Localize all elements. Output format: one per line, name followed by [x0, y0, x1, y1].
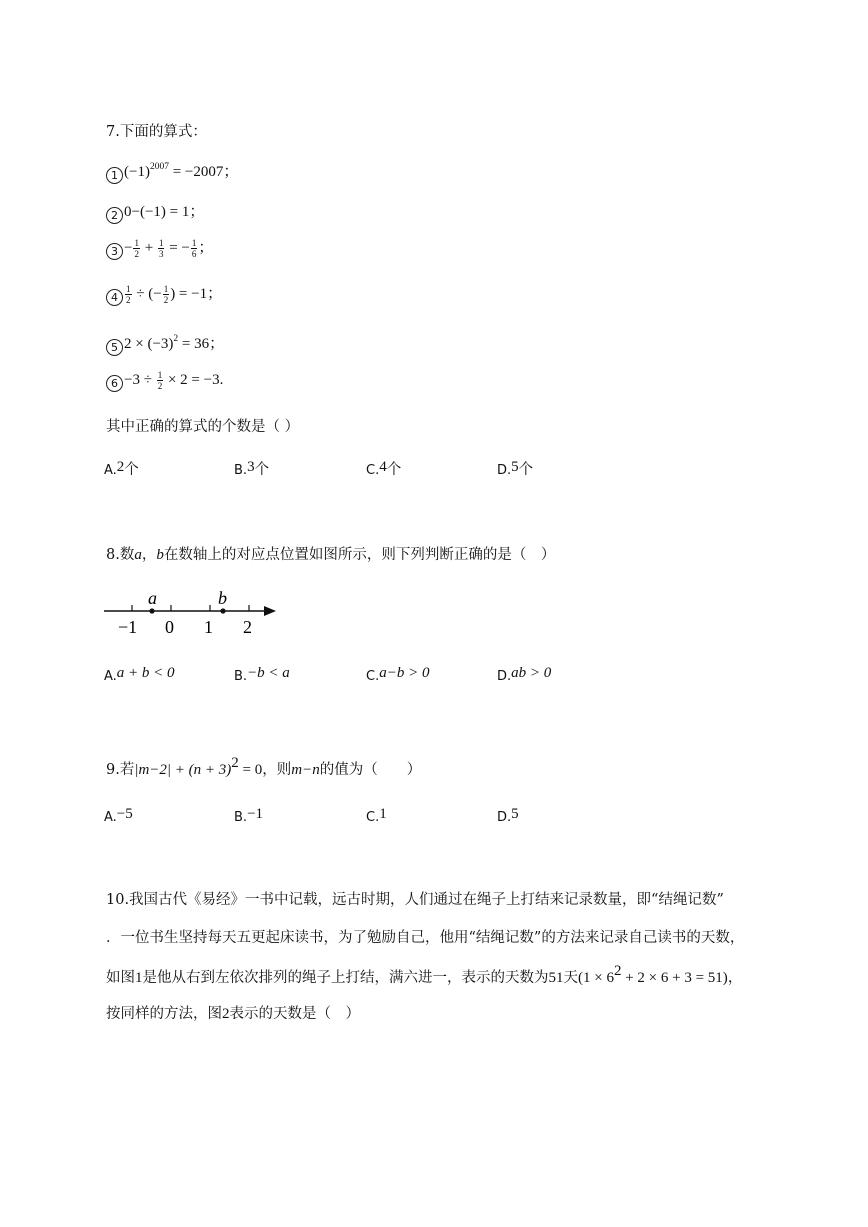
fraction: $\frac{1}{2}$ — [134, 238, 139, 260]
q9-option-c: C.1 — [366, 806, 387, 825]
q9-option-b: B.−1 — [234, 806, 264, 825]
q7-item-3: 3 − $\frac{1}{2}$ + $\frac{1}{3}$ = − $\frac{1}{6}$ ； — [106, 236, 213, 260]
q8-stem: 8.数a，b在数轴上的对应点位置如图所示，则下列判断正确的是（ ） — [106, 547, 556, 563]
tick-label: 2 — [243, 617, 252, 637]
q9-stem: 9.若$|m-2| + (n + 3)^2 = 0$，则m−n的值为（ ） — [106, 755, 422, 778]
q7-item-1: 1 $(-1)^{2007} = -2007$； — [106, 160, 238, 184]
q7-item-6: 6 −3 ÷ $\frac{1}{2}$ × 2 = −3. — [106, 370, 223, 392]
circled-number-1: 1 — [106, 167, 123, 184]
q7-option-a: A.2个 — [104, 459, 139, 478]
q9-option-d: D.5 — [497, 806, 519, 825]
q8-option-b: B.−b < a — [234, 665, 290, 684]
fraction: $\frac{1}{6}$ — [191, 238, 197, 260]
q7-question: 其中正确的算式的个数是（ ） — [106, 419, 300, 435]
fraction: $\frac{1}{2}$ — [126, 284, 131, 306]
tick-label: 0 — [165, 617, 174, 637]
q10-line-3: 如图1是他从右到左依次排列的绳子上打结，满六进一，表示的天数为51天$(1 \times 6^2 + 2 \times 6 + 3 = 51)$， — [106, 963, 743, 986]
tick-label: 1 — [204, 617, 213, 637]
circled-number-6: 6 — [106, 375, 123, 392]
fraction: $\frac{1}{2}$ — [163, 284, 169, 306]
circled-number-4: 4 — [106, 289, 123, 306]
circled-number-2: 2 — [106, 207, 123, 224]
q8-option-a: A.a + b < 0 — [104, 665, 175, 684]
q10-line-4: 按同样的方法，图2表示的天数是（ ） — [106, 1006, 360, 1022]
q7-option-d: D.5个 — [497, 459, 534, 478]
label-b: b — [218, 588, 227, 608]
arrow-icon — [264, 606, 276, 616]
fraction: $\frac{1}{2}$ — [157, 370, 163, 391]
circled-number-3: 3 — [106, 243, 123, 260]
q7-stem: 7.下面的算式： — [106, 124, 207, 140]
circled-number-5: 5 — [106, 339, 123, 356]
q7-option-b: B.3个 — [234, 459, 270, 478]
q7-item-5: 5 $2 \times (-3)^2 = 36$； — [106, 332, 224, 356]
q7-item-2: 2 0−(−1) = 1； — [106, 200, 204, 224]
q7-item-4: 4 $\frac{1}{2}$ ÷ (− $\frac{1}{2}$ ) = −1； — [106, 282, 222, 306]
q10-line-1: 10.我国古代《易经》一书中记载，远古时期，人们通过在绳子上打结来记录数量，即“结绳记数” — [106, 892, 724, 908]
number-line-figure — [100, 582, 290, 642]
q8-option-c: C.a−b > 0 — [366, 665, 430, 684]
label-a: a — [148, 588, 157, 608]
tick-label: −1 — [118, 617, 138, 637]
fraction: $\frac{1}{3}$ — [158, 238, 164, 260]
q9-option-a: A.−5 — [104, 806, 133, 825]
point-b — [220, 608, 225, 613]
q7-option-c: C.4个 — [366, 459, 402, 478]
q10-line-2: ．一位书生坚持每天五更起床读书，为了勉励自己，他用“结绳记数”的方法来记录自己读书的天数， — [106, 930, 745, 946]
q8-option-d: D.ab > 0 — [497, 665, 552, 684]
point-a — [149, 608, 154, 613]
